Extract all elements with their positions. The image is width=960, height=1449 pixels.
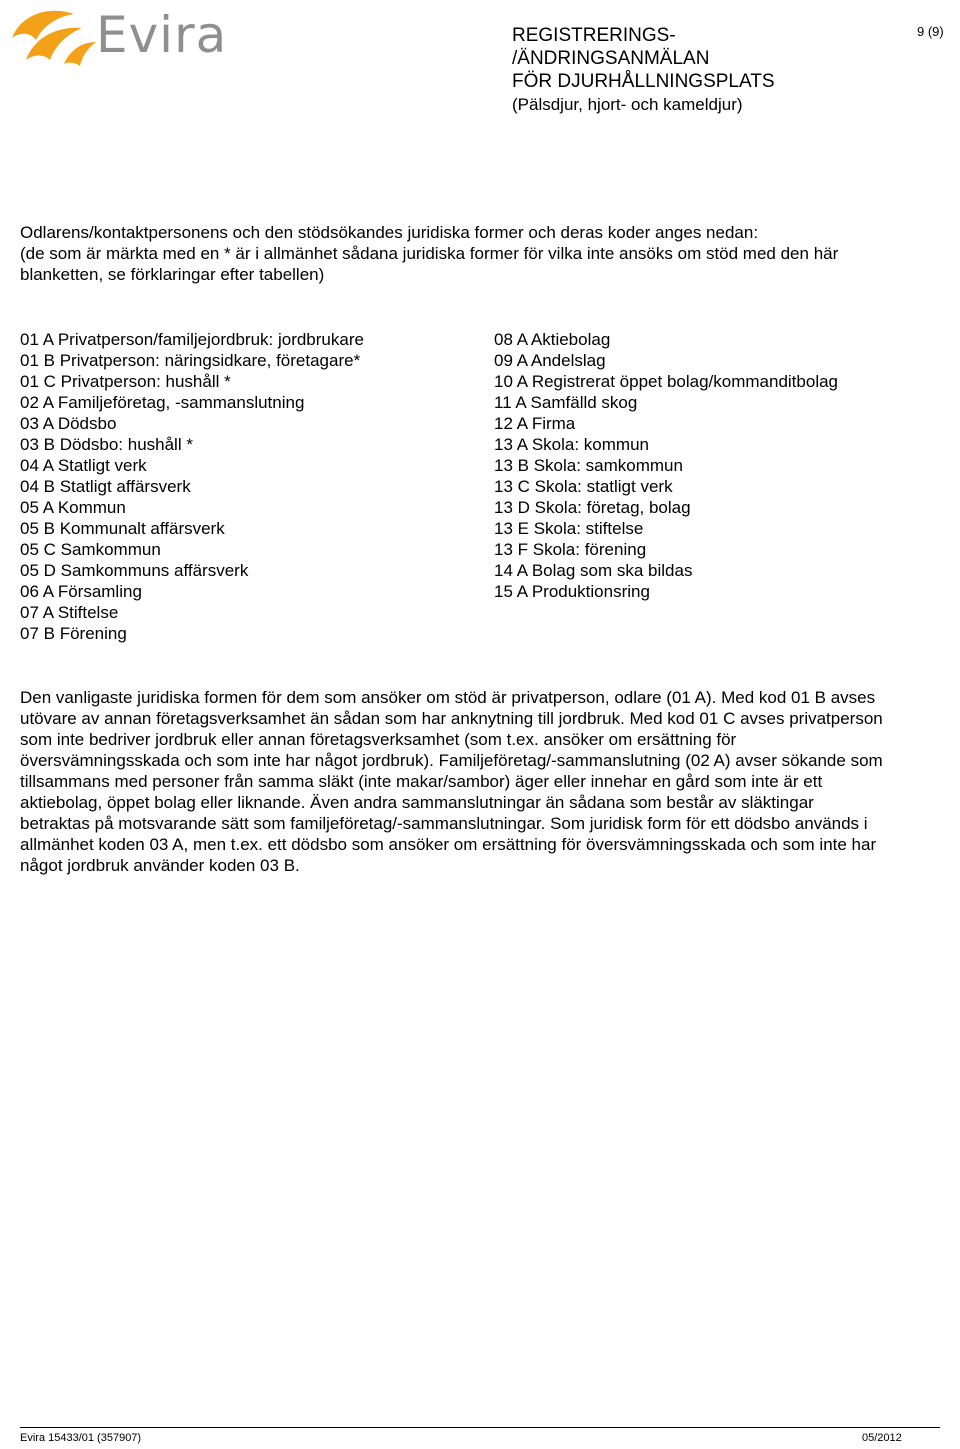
codes-list-right <box>494 329 838 602</box>
intro-line: blanketten, se förklaringar efter tabellen) <box>20 265 325 284</box>
body-line: översvämningsskada och som inte har något jordbruk). Familjeföretag/-sammanslutning (02 A) avser sökande som <box>20 751 883 770</box>
body-line: Den vanligaste juridiska formen för dem som ansöker om stöd är privatperson, odlare (01 A). Med kod 01 B avses <box>20 688 876 707</box>
body-line: något jordbruk använder koden 03 B. <box>20 856 300 875</box>
footer-date: 05/2012 <box>862 1432 902 1444</box>
code-item: 07 B Förening <box>20 624 127 643</box>
code-item: 15 A Produktionsring <box>494 582 650 601</box>
intro-line: (de som är märkta med en * är i allmänhet sådana juridiska former för vilka inte ansöks om stöd med den här <box>20 244 839 263</box>
intro-line: Odlarens/kontaktpersonens och den stödsökandes juridiska former och deras koder anges nedan: <box>20 223 759 242</box>
document-title <box>512 24 872 116</box>
document-subtitle: (Pälsdjur, hjort- och kameldjur) <box>512 95 743 114</box>
code-item: 13 E Skola: stiftelse <box>494 519 644 538</box>
body-line: allmänhet koden 03 A, men t.ex. ett dödsbo som ansöker om ersättning för översvämningsskada och som inte har <box>20 835 877 854</box>
code-item: 13 B Skola: samkommun <box>494 456 683 475</box>
page-number: 9 (9) <box>917 24 944 39</box>
code-item: 05 B Kommunalt affärsverk <box>20 519 225 538</box>
code-item: 05 C Samkommun <box>20 540 161 559</box>
title-line: /ÄNDRINGSANMÄLAN <box>512 48 710 69</box>
codes-list-left <box>20 329 364 644</box>
code-item: 13 D Skola: företag, bolag <box>494 498 691 517</box>
code-item: 14 A Bolag som ska bildas <box>494 561 693 580</box>
code-item: 01 B Privatperson: näringsidkare, företagare* <box>20 351 361 370</box>
code-item: 12 A Firma <box>494 414 576 433</box>
body-line: aktiebolag, öppet bolag eller liknande. Även andra sammanslutningar än sådana som består av släktingar <box>20 793 814 812</box>
explanation-paragraph <box>20 687 955 876</box>
code-item: 03 B Dödsbo: hushåll * <box>20 435 193 454</box>
title-line: FÖR DJURHÅLLNINGSPLATS <box>512 71 775 92</box>
code-item: 01 C Privatperson: hushåll * <box>20 372 231 391</box>
body-line: som inte bedriver jordbruk eller annan företagsverksamhet (som t.ex. ansöker om ersättning för <box>20 730 737 749</box>
intro-paragraph <box>20 222 920 285</box>
code-item: 05 D Samkommuns affärsverk <box>20 561 249 580</box>
code-item: 06 A Församling <box>20 582 142 601</box>
code-item: 10 A Registrerat öppet bolag/kommanditbolag <box>494 372 839 391</box>
body-line: utövare av annan företagsverksamhet än sådan som har anknytning till jordbruk. Med kod 01 C avses privatperson <box>20 709 883 728</box>
code-item: 01 A Privatperson/familjejordbruk: jordbrukare <box>20 330 364 349</box>
code-item: 04 B Statligt affärsverk <box>20 477 191 496</box>
code-item: 03 A Dödsbo <box>20 414 117 433</box>
footer-form-id: Evira 15433/01 (357907) <box>20 1432 142 1444</box>
logo-wordmark: Evira <box>96 6 228 64</box>
code-item: 13 F Skola: förening <box>494 540 647 559</box>
code-item: 13 A Skola: kommun <box>494 435 649 454</box>
code-item: 02 A Familjeföretag, -sammanslutning <box>20 393 305 412</box>
code-item: 08 A Aktiebolag <box>494 330 611 349</box>
code-item: 13 C Skola: statligt verk <box>494 477 673 496</box>
footer-divider <box>20 1427 940 1428</box>
code-item: 05 A Kommun <box>20 498 126 517</box>
body-line: tillsammans med personer från samma släkt (inte makar/sambor) äger eller innehar en gård som inte är ett <box>20 772 823 791</box>
code-item: 09 A Andelslag <box>494 351 606 370</box>
code-item: 07 A Stiftelse <box>20 603 119 622</box>
title-line: REGISTRERINGS- <box>512 25 676 46</box>
body-line: betraktas på motsvarande sätt som familjeföretag/-sammanslutningar. Som juridisk form för ett dödsbo används i <box>20 814 868 833</box>
code-item: 04 A Statligt verk <box>20 456 147 475</box>
code-item: 11 A Samfälld skog <box>494 393 638 412</box>
